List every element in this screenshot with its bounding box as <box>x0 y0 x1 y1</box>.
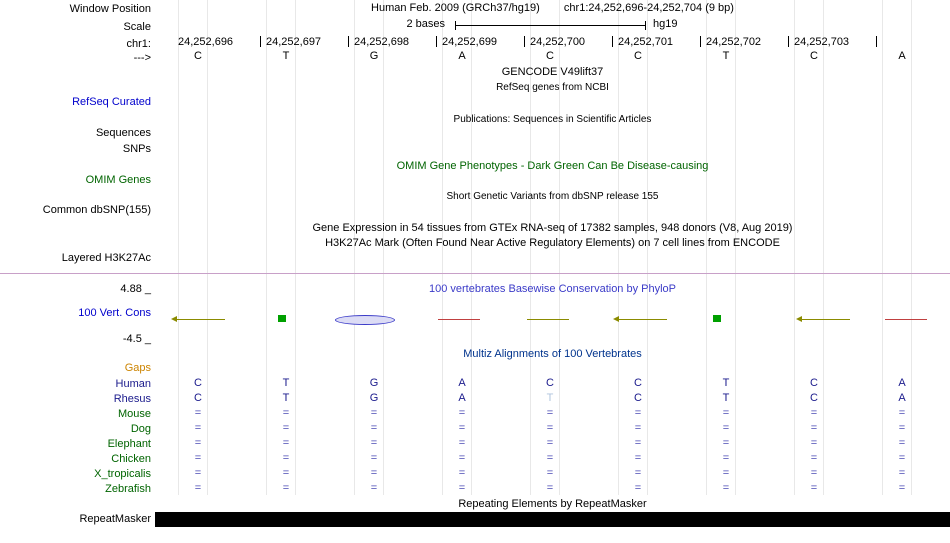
align-base: = <box>546 452 554 464</box>
label-species-x-tropicalis[interactable]: X_tropicalis <box>94 468 151 480</box>
ruler-tick: 24,252,701 <box>618 36 674 48</box>
align-base: = <box>546 407 554 419</box>
align-base: = <box>898 452 906 464</box>
align-base: = <box>546 422 554 434</box>
align-base: A <box>898 377 906 389</box>
align-base: = <box>810 422 818 434</box>
ref-base: C <box>546 50 554 62</box>
align-base: = <box>634 467 642 479</box>
align-base: = <box>458 407 466 419</box>
align-base: = <box>194 437 202 449</box>
assembly-position-header <box>155 2 950 14</box>
align-base: = <box>898 422 906 434</box>
align-base: T <box>282 377 290 389</box>
label-refseq-curated[interactable]: RefSeq Curated <box>72 96 151 108</box>
label-window-position: Window Position <box>69 3 151 15</box>
label-species-elephant[interactable]: Elephant <box>107 438 151 450</box>
ref-base: G <box>369 50 379 62</box>
ref-base: C <box>194 50 202 62</box>
align-base: = <box>546 437 554 449</box>
align-base: = <box>458 482 466 494</box>
ruler-tick: 24,252,699 <box>442 36 498 48</box>
align-base: C <box>810 392 818 404</box>
label-species-mouse[interactable]: Mouse <box>117 408 151 420</box>
phylop-track-title: 100 vertebrates Basewise Conservation by PhyloP <box>428 283 677 295</box>
align-base: = <box>810 467 818 479</box>
cons-min-value: -4.5 _ <box>122 333 151 345</box>
align-base: = <box>898 467 906 479</box>
repeatmasker-track-title: Repeating Elements by RepeatMasker <box>458 498 647 510</box>
align-base: C <box>634 377 642 389</box>
omim-track-title: OMIM Gene Phenotypes - Dark Green Can Be Disease-causing <box>396 160 709 172</box>
align-base: = <box>370 482 378 494</box>
align-base: C <box>546 377 554 389</box>
cons-arrow-icon <box>796 316 802 322</box>
alignment-row-x-tropicalis <box>155 467 950 480</box>
align-base: = <box>722 482 730 494</box>
align-base: G <box>369 377 379 389</box>
align-base: G <box>369 392 379 404</box>
label-species-rhesus[interactable]: Rhesus <box>113 393 151 405</box>
label-species-human[interactable]: Human <box>115 378 151 390</box>
ruler-tick-mark <box>700 36 701 47</box>
track-separator-top <box>0 273 950 274</box>
label-species-chicken[interactable]: Chicken <box>111 453 151 465</box>
assembly-title: Human Feb. 2009 (GRCh37/hg19) <box>371 2 540 14</box>
align-base: = <box>458 467 466 479</box>
align-base: = <box>370 467 378 479</box>
scale-row <box>155 18 950 34</box>
label-species-dog[interactable]: Dog <box>130 423 151 435</box>
ref-base: A <box>458 50 466 62</box>
align-base: T <box>546 392 554 404</box>
align-base: T <box>722 392 730 404</box>
cons-max-value: 4.88 _ <box>120 283 151 295</box>
alignment-row-mouse <box>155 407 950 420</box>
multiz-track-title: Multiz Alignments of 100 Vertebrates <box>463 348 642 360</box>
label-100-vert-cons[interactable]: 100 Vert. Cons <box>78 307 151 319</box>
refseq-track-subtitle: RefSeq genes from NCBI <box>496 82 609 93</box>
align-base: = <box>722 452 730 464</box>
align-base: = <box>898 437 906 449</box>
align-base: = <box>810 452 818 464</box>
cons-mark <box>438 319 480 320</box>
cons-mark <box>173 319 225 320</box>
ruler-tick-mark <box>348 36 349 47</box>
align-base: = <box>458 437 466 449</box>
track-label-column <box>0 0 155 543</box>
label-gaps[interactable]: Gaps <box>124 362 151 374</box>
label-chrom: chr1: <box>126 38 151 50</box>
ruler-tick-mark <box>876 36 877 47</box>
align-base: = <box>546 467 554 479</box>
align-base: = <box>370 407 378 419</box>
scale-tick-right <box>645 21 646 30</box>
align-base: = <box>634 407 642 419</box>
ref-base: C <box>634 50 642 62</box>
track-area <box>155 0 950 543</box>
align-base: A <box>458 377 466 389</box>
scale-tick-left <box>455 21 456 30</box>
ruler-tick-mark <box>524 36 525 47</box>
alignment-row-rhesus <box>155 392 950 405</box>
cons-mark <box>713 315 721 322</box>
ref-base: T <box>282 50 290 62</box>
align-base: = <box>370 422 378 434</box>
ruler-tick: 24,252,696 <box>178 36 234 48</box>
align-base: T <box>722 377 730 389</box>
alignment-row-human <box>155 377 950 390</box>
label-species-zebrafish[interactable]: Zebrafish <box>105 483 151 495</box>
ruler-tick: 24,252,702 <box>706 36 762 48</box>
ruler-tick-mark <box>788 36 789 47</box>
align-base: = <box>634 452 642 464</box>
label-scale: Scale <box>123 21 151 33</box>
align-base: = <box>458 452 466 464</box>
cons-mark <box>335 315 395 325</box>
alignment-row-zebrafish <box>155 482 950 495</box>
align-base: = <box>370 437 378 449</box>
ruler-tick-mark <box>260 36 261 47</box>
cons-mark <box>615 319 667 320</box>
align-base: = <box>546 482 554 494</box>
label-omim-genes[interactable]: OMIM Genes <box>85 174 151 186</box>
label-repeatmasker[interactable]: RepeatMasker <box>79 513 151 525</box>
label-sequences[interactable]: Sequences <box>95 127 151 139</box>
align-base: = <box>634 422 642 434</box>
cons-mark <box>527 319 569 320</box>
label-layered-h3k27ac[interactable]: Layered H3K27Ac <box>61 252 151 264</box>
align-base: A <box>898 392 906 404</box>
align-base: = <box>722 422 730 434</box>
align-base: = <box>194 482 202 494</box>
align-base: = <box>634 437 642 449</box>
ruler-tick: 24,252,698 <box>354 36 410 48</box>
cons-mark <box>278 315 286 322</box>
align-base: = <box>722 407 730 419</box>
conservation-plot <box>155 300 950 336</box>
cons-mark <box>885 319 927 320</box>
ruler-tick: 24,252,700 <box>530 36 586 48</box>
align-base: = <box>194 452 202 464</box>
align-base: C <box>810 377 818 389</box>
align-base: = <box>898 482 906 494</box>
coordinate-ruler <box>155 36 950 50</box>
scale-bar <box>455 25 645 26</box>
align-base: = <box>282 452 290 464</box>
alignment-row-dog <box>155 422 950 435</box>
align-base: = <box>722 467 730 479</box>
align-base: = <box>898 407 906 419</box>
ref-base: A <box>898 50 906 62</box>
label-strand-arrow: ---> <box>133 52 151 64</box>
align-base: C <box>194 377 202 389</box>
align-base: = <box>282 467 290 479</box>
cons-arrow-icon <box>613 316 619 322</box>
gencode-track-title: GENCODE V49lift37 <box>501 66 604 78</box>
align-base: = <box>282 422 290 434</box>
repeatmasker-bar[interactable] <box>155 512 950 527</box>
align-base: T <box>282 392 290 404</box>
publications-track-title: Publications: Sequences in Scientific Articles <box>453 114 652 125</box>
scale-text: 2 bases <box>406 18 445 30</box>
align-base: = <box>194 467 202 479</box>
align-base: = <box>282 407 290 419</box>
align-base: = <box>458 422 466 434</box>
gtex-track-title: Gene Expression in 54 tissues from GTEx RNA-seq of 17382 samples, 948 donors (V8, Aug 2019) <box>312 222 793 234</box>
label-common-dbsnp[interactable]: Common dbSNP(155) <box>42 204 151 216</box>
ruler-tick: 24,252,703 <box>794 36 850 48</box>
assembly-short-name: hg19 <box>653 18 678 30</box>
align-base: = <box>634 482 642 494</box>
align-base: = <box>282 437 290 449</box>
reference-sequence-row <box>155 50 950 64</box>
align-base: A <box>458 392 466 404</box>
label-snps[interactable]: SNPs <box>122 143 151 155</box>
align-base: = <box>722 437 730 449</box>
align-base: = <box>810 437 818 449</box>
h3k27ac-track-subtitle: H3K27Ac Mark (Often Found Near Active Regulatory Elements) on 7 cell lines from ENCODE <box>325 237 780 249</box>
align-base: C <box>634 392 642 404</box>
ruler-tick-mark <box>612 36 613 47</box>
cons-mark <box>798 319 850 320</box>
align-base: = <box>810 407 818 419</box>
ref-base: C <box>810 50 818 62</box>
alignment-row-chicken <box>155 452 950 465</box>
align-base: C <box>194 392 202 404</box>
cons-arrow-icon <box>171 316 177 322</box>
ruler-tick: 24,252,697 <box>266 36 322 48</box>
align-base: = <box>194 422 202 434</box>
align-base: = <box>370 452 378 464</box>
align-base: = <box>194 407 202 419</box>
ruler-tick-mark <box>436 36 437 47</box>
align-base: = <box>810 482 818 494</box>
alignment-row-elephant <box>155 437 950 450</box>
align-base: = <box>282 482 290 494</box>
position-text: chr1:24,252,696-24,252,704 (9 bp) <box>563 2 734 14</box>
ref-base: T <box>722 50 730 62</box>
dbsnp-track-title: Short Genetic Variants from dbSNP release 155 <box>446 191 659 202</box>
